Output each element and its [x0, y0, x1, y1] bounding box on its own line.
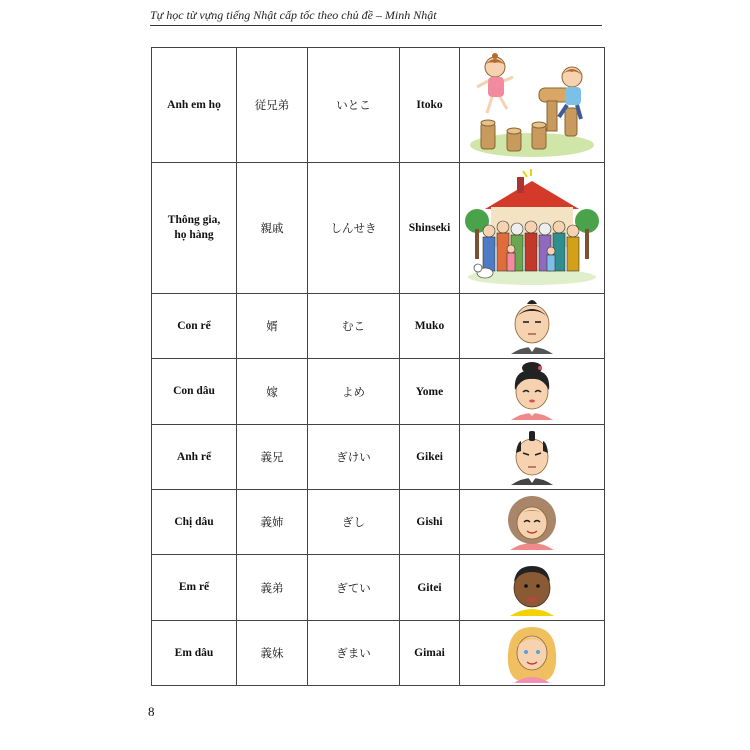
romaji-reading: Gitei: [400, 555, 460, 621]
vietnamese-word-line: họ hàng: [174, 229, 214, 241]
picture-cell: [460, 425, 605, 490]
table-row: [152, 48, 605, 163]
romaji-reading: Gikei: [400, 425, 460, 490]
kana-reading: よめ: [308, 359, 400, 425]
vietnamese-word: Chị dâu: [152, 490, 237, 555]
vietnamese-word: Em dâu: [152, 621, 237, 686]
cousins-playing-illustration: [467, 53, 597, 158]
kanji-word: 親戚: [237, 163, 308, 294]
kana-reading: ぎてい: [308, 555, 400, 621]
table-row: [152, 621, 605, 686]
older-brother-in-law-face: [507, 427, 557, 487]
picture-cell: [460, 490, 605, 555]
kana-reading: むこ: [308, 294, 400, 359]
picture-cell: [460, 48, 605, 163]
vietnamese-word: Em rể: [152, 555, 237, 621]
kana-reading: ぎし: [308, 490, 400, 555]
extended-family-illustration: [465, 169, 599, 287]
vietnamese-word-line: Thông gia,: [167, 214, 221, 226]
vietnamese-word: [152, 163, 237, 294]
romaji-reading: Yome: [400, 359, 460, 425]
kanji-word: 嫁: [237, 359, 308, 425]
vietnamese-word: Con rể: [152, 294, 237, 359]
running-header: Tự học từ vựng tiếng Nhật cấp tốc theo chủ đề – Minh Nhật: [150, 8, 437, 22]
table-row: [152, 359, 605, 425]
kanji-word: 義弟: [237, 555, 308, 621]
romaji-reading: Gimai: [400, 621, 460, 686]
picture-cell: [460, 294, 605, 359]
kana-reading: ぎけい: [308, 425, 400, 490]
header-rule: [150, 25, 602, 26]
romaji-reading: Itoko: [400, 48, 460, 163]
picture-cell: [460, 359, 605, 425]
younger-brother-in-law-face: [504, 558, 560, 618]
picture-cell: [460, 621, 605, 686]
kanji-word: 義姉: [237, 490, 308, 555]
vietnamese-word: Con dâu: [152, 359, 237, 425]
kana-reading: いとこ: [308, 48, 400, 163]
older-sister-in-law-face: [504, 492, 560, 552]
picture-cell: [460, 555, 605, 621]
kanji-word: 義兄: [237, 425, 308, 490]
picture-cell: [460, 163, 605, 294]
kanji-word: 義妹: [237, 621, 308, 686]
kana-reading: しんせき: [308, 163, 400, 294]
romaji-reading: Shinseki: [400, 163, 460, 294]
vocabulary-table: [151, 47, 605, 686]
table-row: [152, 555, 605, 621]
table-row: [152, 294, 605, 359]
table-row: [152, 490, 605, 555]
son-in-law-face: [507, 296, 557, 356]
younger-sister-in-law-face: [504, 623, 560, 683]
table-row: [152, 425, 605, 490]
kana-reading: ぎまい: [308, 621, 400, 686]
romaji-reading: Gishi: [400, 490, 460, 555]
romaji-reading: Muko: [400, 294, 460, 359]
table-row: [152, 163, 605, 294]
vietnamese-word: Anh rể: [152, 425, 237, 490]
daughter-in-law-face: [507, 362, 557, 422]
kanji-word: 婿: [237, 294, 308, 359]
vietnamese-word: Anh em họ: [152, 48, 237, 163]
page-number: 8: [148, 704, 155, 719]
kanji-word: 従兄弟: [237, 48, 308, 163]
